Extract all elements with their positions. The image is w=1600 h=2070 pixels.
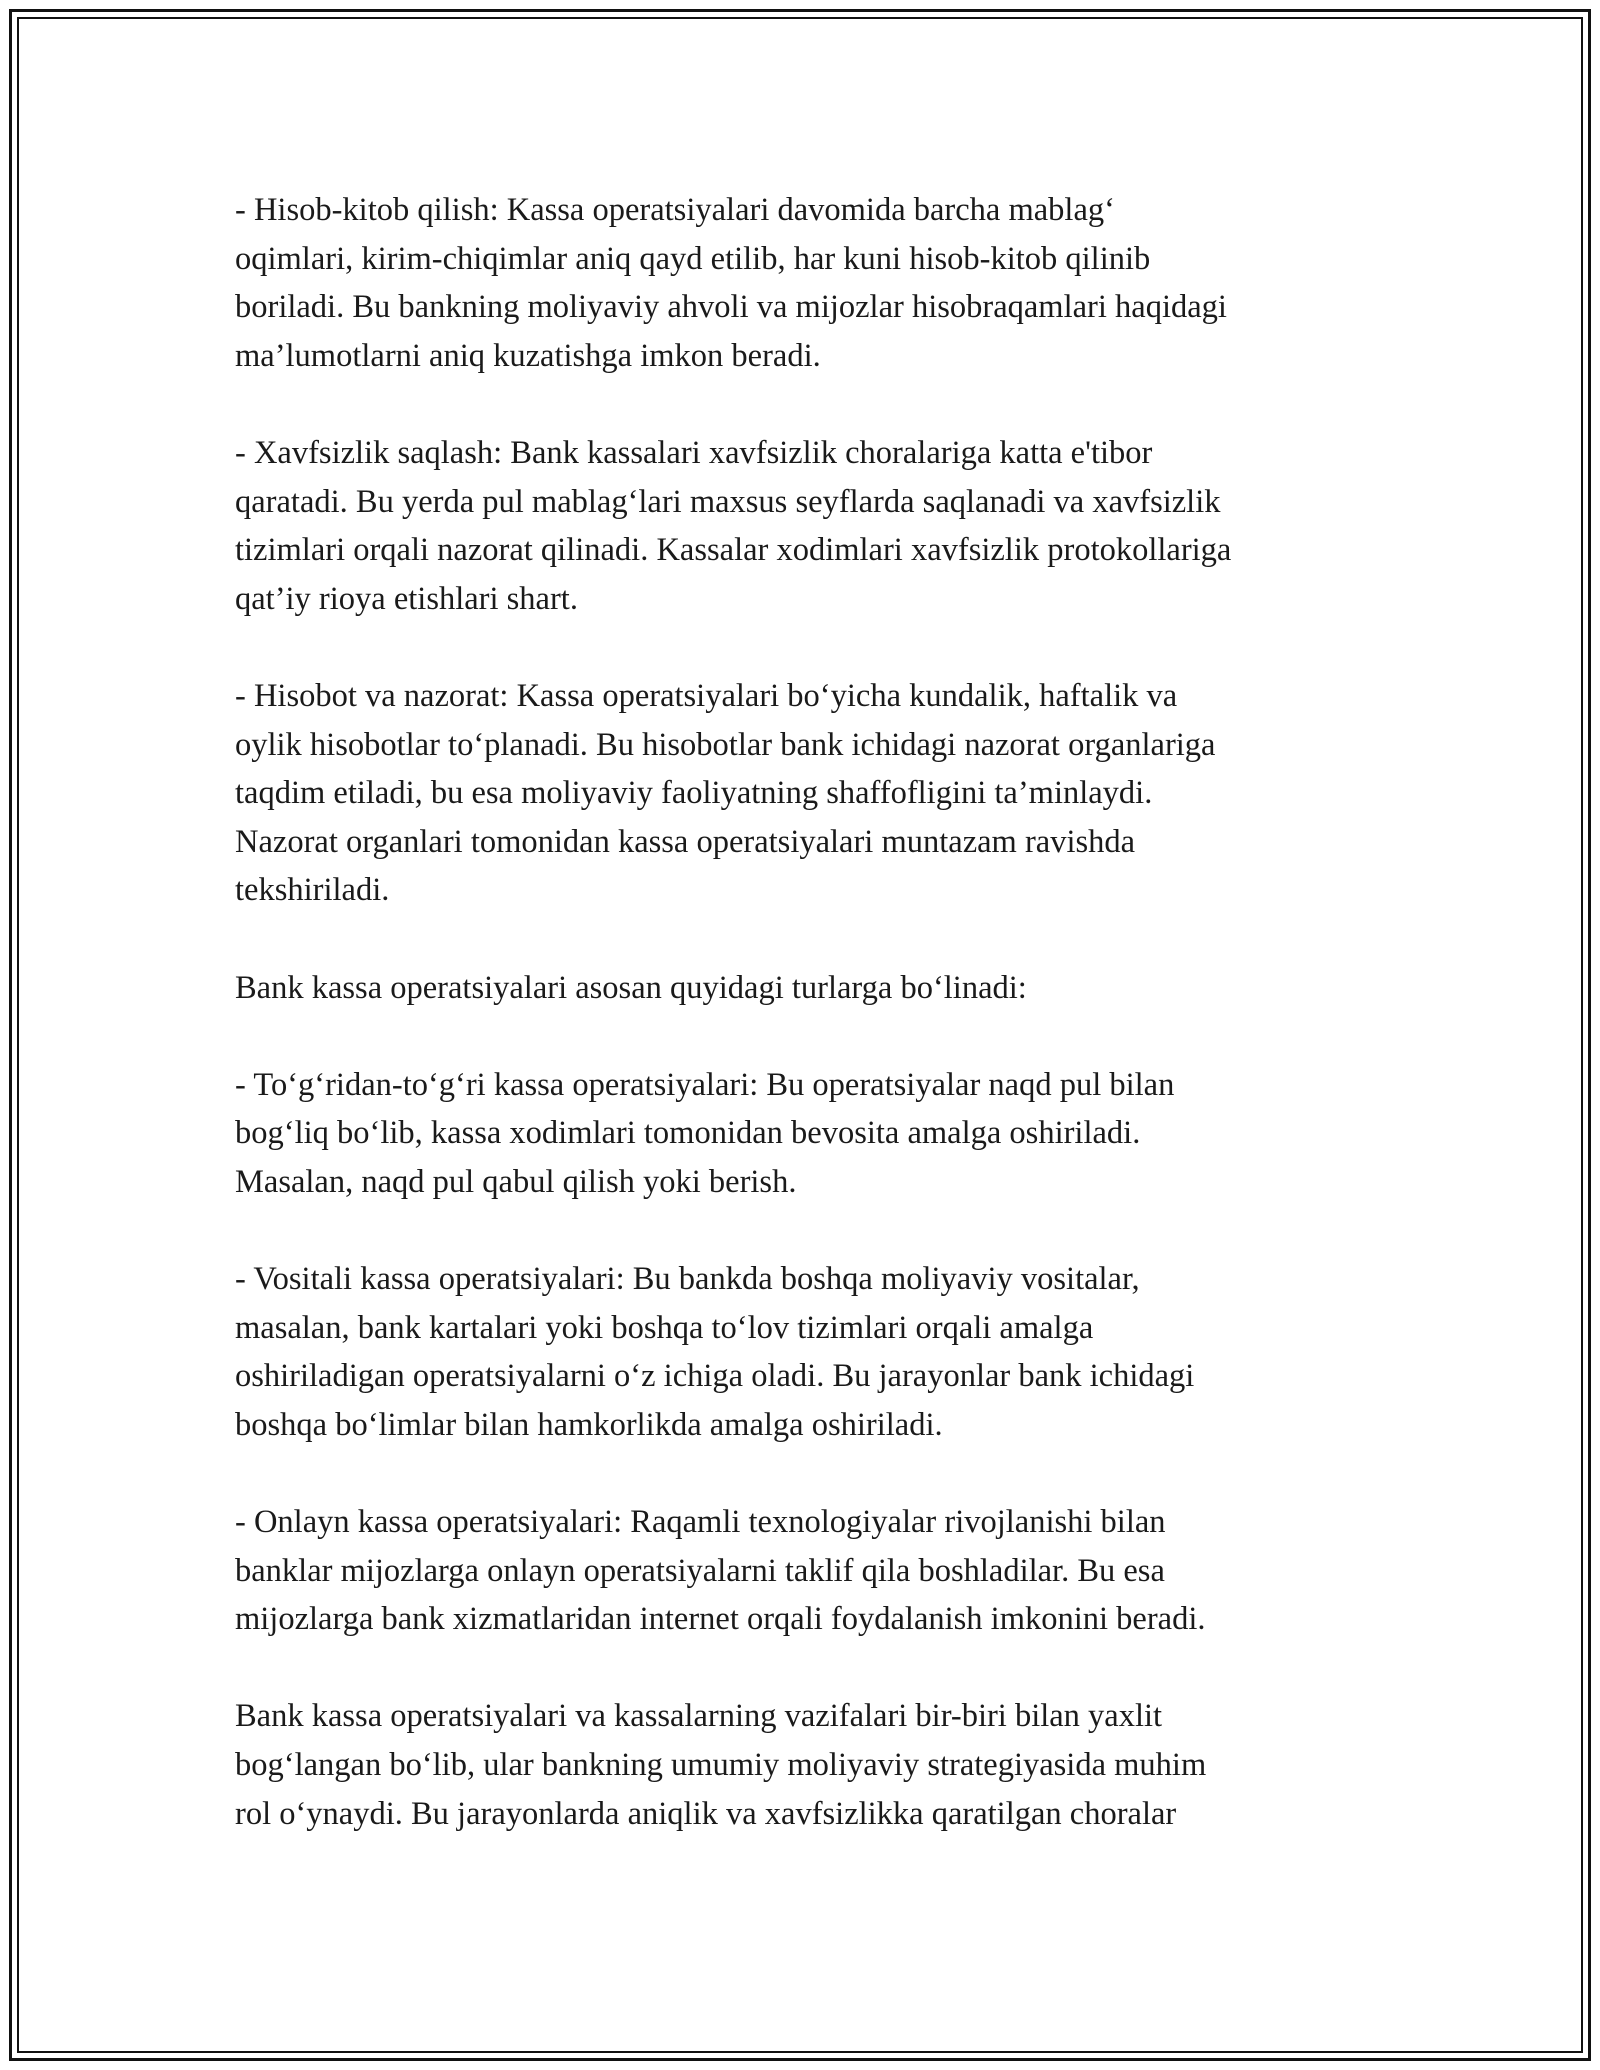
paragraph-xavfsizlik: - Xavfsizlik saqlash: Bank kassalari xavfsizlik choralariga katta e'tibor qaratadi. Bu yerda pul mablag‘lari maxsus seyflarda saqlanadi va xavfsizlik tizimlari orqali nazorat qilinadi. Kassalar xodimlari xavfsizlik protokollariga qat’iy rioya etishlari shart. [235, 434, 1232, 617]
paragraph-hisobot-nazorat: - Hisobot va nazorat: Kassa operatsiyalari bo‘yicha kundalik, haftalik va oylik hisobotlar to‘planadi. Bu hisobotlar bank ichidagi nazorat organlariga taqdim etiladi, bu esa moliyaviy faoliyatning shaffofligini ta’minlaydi. Nazorat organlari tomonidan kassa operatsiyalari muntazam ravishda tekshiriladi. [235, 677, 1216, 909]
paragraph-togridan-togri: - To‘g‘ridan-to‘g‘ri kassa operatsiyalari: Bu operatsiyalar naqd pul bilan bog‘liq bo‘lib, kassa xodimlari tomonidan bevosita amalga oshiriladi. Masalan, naqd pul qabul qilish yoki berish. [235, 1066, 1175, 1200]
document-body [235, 186, 1375, 1838]
paragraph-turlar-intro: Bank kassa operatsiyalari asosan quyidagi turlarga bo‘linadi: [235, 969, 1027, 1006]
paragraph-vositali: - Vositali kassa operatsiyalari: Bu bankda boshqa moliyaviy vositalar, masalan, bank kartalari yoki boshqa to‘lov tizimlari orqali amalga oshiriladigan operatsiyalarni o‘z ichiga oladi. Bu jarayonlar bank ichidagi boshqa bo‘limlar bilan hamkorlikda amalga oshiriladi. [235, 1261, 1195, 1443]
paragraph-onlayn: - Onlayn kassa operatsiyalari: Raqamli texnologiyalar rivojlanishi bilan banklar mijozlarga onlayn operatsiyalarni taklif qila boshladilar. Bu esa mijozlarga bank xizmatlaridan internet orqali foydalanish imkonini beradi. [235, 1504, 1206, 1638]
paragraph-hisob-kitob: - Hisob-kitob qilish: Kassa operatsiyalari davomida barcha mablag‘ oqimlari, kirim-chiqimlar aniq qayd etilib, har kuni hisob-kitob qilinib boriladi. Bu bankning moliyaviy ahvoli va mijozlar hisobraqamlari haqidagi ma’lumotlarni aniq kuzatishga imkon beradi. [235, 192, 1227, 374]
paragraph-xulosa: Bank kassa operatsiyalari va kassalarning vazifalari bir-biri bilan yaxlit bog‘langan bo‘lib, ular bankning umumiy moliyaviy strategiyasida muhim rol o‘ynaydi. Bu jarayonlarda aniqlik va xavfsizlikka qaratilgan choralar [235, 1698, 1207, 1832]
